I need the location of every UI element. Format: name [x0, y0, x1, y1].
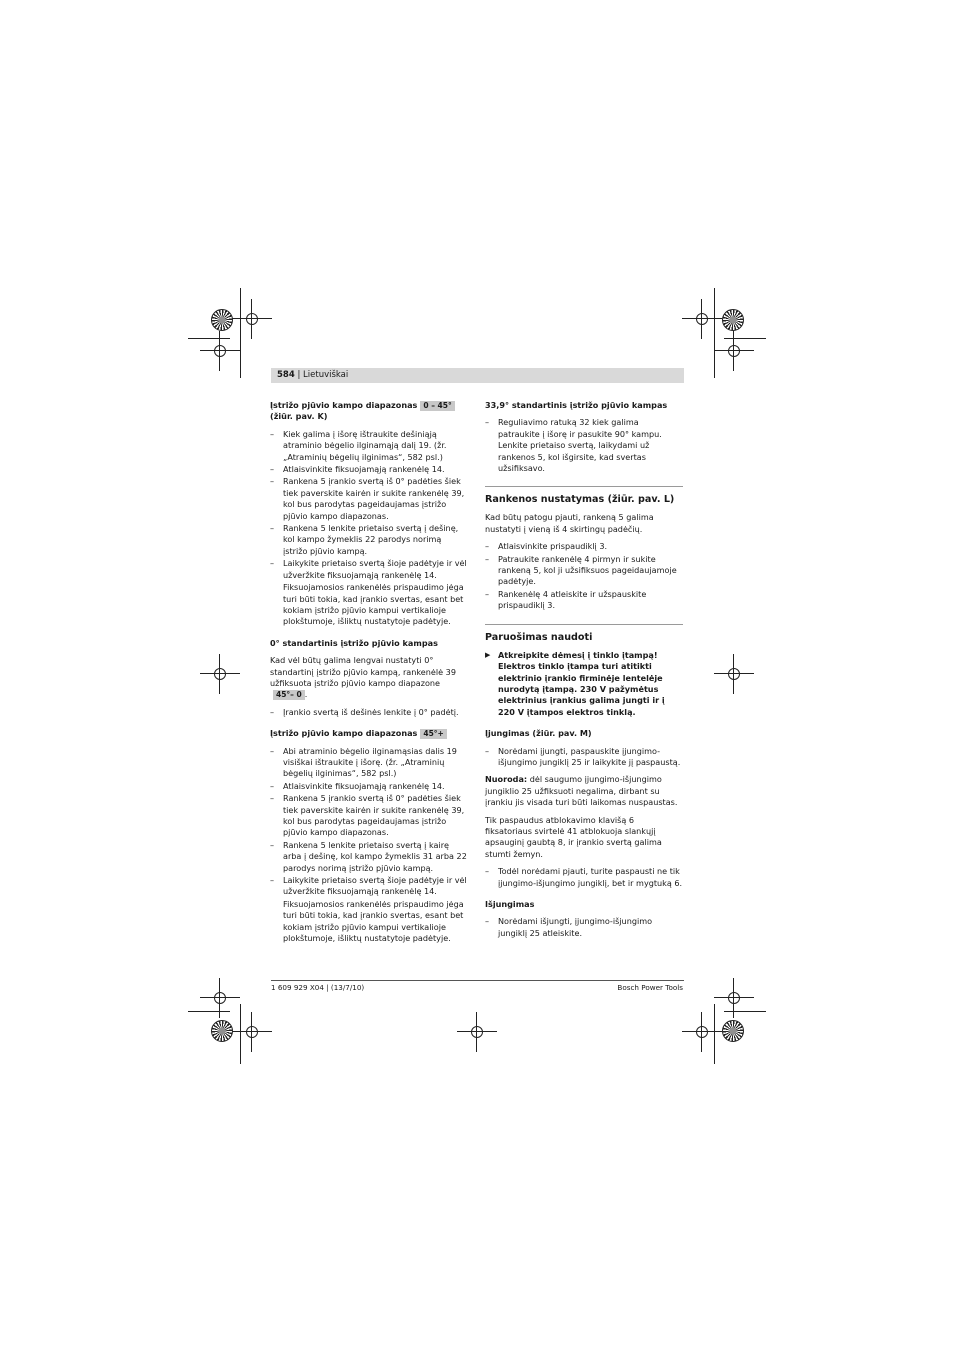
list-item: – Patraukite rankenėlę 4 pirmyn ir sukite rankeną 5, kol ji užsifiksuos pageidaujamoje padėtyje. [485, 554, 683, 588]
registration-star-icon [211, 1020, 233, 1042]
list-item: – Rankena 5 įrankio svertą iš 0° padėties šiek tiek paverskite kairėn ir sukite rankenėlę 39, kol bus parodytas pageidaujamas įstrižo pjūvio kampo diapazonas. [270, 476, 468, 522]
list-item: – Atlaisvinkite prispaudiklį 3. [485, 541, 683, 552]
list-item: – Rankena 5 įrankio svertą iš 0° padėties šiek tiek paverskite kairėn ir sukite rankenėlę 39, kol bus parodytas pageidaujamas įstrižo pjūvio kampo diapazonas. [270, 793, 468, 839]
page-number: 584 [277, 370, 295, 380]
registration-mark-icon [232, 1012, 272, 1052]
note-paragraph: Nuoroda: dėl saugumo įjungimo-išjungimo jungiklio 25 užfiksuoti negalima, dirbant su įrankiu jis visada turi būti laikomas nuspaustas. [485, 774, 678, 808]
list-item: – Abi atraminio bėgelio ilginamąsias dalis 19 visiškai ištraukite į išorę. (žr. „Atraminių bėgelių ilginimas“, 582 psl.) [270, 746, 468, 780]
paragraph: Tik paspaudus atblokavimo klavišą 6 fiksatoriaus svirtelė 41 atblokuoja slankųjį apsauginį gaubtą 8, ir įrankio svertą galima stumti žemyn. [485, 814, 662, 859]
registration-star-icon [722, 1020, 744, 1042]
list-item: – Todėl norėdami pjauti, turite paspausti ne tik įjungimo-išjungimo jungiklį, bet ir mygtuką 6. [485, 866, 683, 889]
footer-divider [271, 980, 684, 981]
section-heading: Įstrižo pjūvio kampo diapazonas 45°+ [270, 728, 468, 739]
list-item: – Laikykite prietaiso svertą šioje padėtyje ir vėl užveržkite fiksuojamąją rankenėlę 14. [270, 558, 468, 581]
instruction-list [485, 916, 683, 939]
registration-mark-icon [714, 331, 754, 371]
section-heading: Įstrižo pjūvio kampo diapazonas 0 – 45° (žiūr. pav. K) [270, 400, 468, 423]
angle-range-badge: 45°– 0 [273, 690, 305, 700]
paragraph: Kad būtų patogu pjauti, rankeną 5 galima nustatyti į vieną iš 4 skirtingų padėčių. [485, 512, 654, 534]
instruction-list [485, 866, 683, 889]
page-header: 584 | Lietuviškai [277, 370, 349, 380]
list-item: – Norėdami išjungti, įjungimo-išjungimo jungiklį 25 atleiskite. [485, 916, 683, 939]
list-note: Fiksuojamosios rankenėlės prispaudimo jėga turi būti tokia, kad įrankio svertas, esant bet kokiam įstrižo pjūvio kampui vertikalioje plokštumoje, išliktų nustatytoje padėtyje. [283, 898, 464, 944]
instruction-list [485, 417, 683, 474]
registration-star-icon [211, 309, 233, 331]
list-item: – Reguliavimo ratuką 32 kiek galima patraukite į išorę ir pasukite 90° kampu. Lenkite prietaiso svertą, laikydami už rankenos 5, kol išgirsite, kad svertas užsifiksavo. [485, 417, 683, 474]
left-column [270, 400, 468, 950]
section-title: Paruošimas naudoti [485, 624, 683, 644]
registration-mark-icon [457, 1012, 497, 1052]
registration-mark-icon [682, 1012, 722, 1052]
section-heading: 0° standartinis įstrižo pjūvio kampas [270, 637, 438, 648]
list-item: – Atlaisvinkite fiksuojamąją rankenėlę 14. [270, 781, 468, 792]
list-item: – Kiek galima į išorę ištraukite dešiniąją atraminio bėgelio ilginamąją dalį 19. (žr. „Atraminių bėgelių ilginimas“, 582 psl.) [270, 429, 468, 463]
list-item: – Norėdami įjungti, paspauskite įjungimo-išjungimo jungiklį 25 ir laikykite jį paspaustą. [485, 746, 683, 769]
section-heading: Įjungimas (žiūr. pav. M) [485, 728, 592, 739]
right-column [485, 400, 683, 945]
brand-footer: Bosch Power Tools [617, 983, 683, 992]
instruction-list [270, 746, 468, 945]
arrow-right-icon: ▶ [485, 650, 491, 659]
list-item: – Laikykite prietaiso svertą šioje padėtyje ir vėl užveržkite fiksuojamąją rankenėlę 14. [270, 875, 468, 898]
instruction-list [485, 746, 683, 769]
registration-star-icon [722, 309, 744, 331]
section-heading: 33,9° standartinis įstrižo pjūvio kampas [485, 400, 668, 410]
warning-note: ▶ Atkreipkite dėmesį į tinklo įtampą! Elektros tinklo įtampa turi atitikti elektrinio įrankio firminėje lentelėje nurodytą įtampą. 230 V pažymėtus elektrinius įrankius galima jungti ir į 220 V įtampos elektros tinklą. [485, 649, 665, 717]
angle-range-badge: 0 – 45° [420, 401, 454, 411]
instruction-list [270, 429, 468, 628]
angle-range-badge: 45°+ [420, 729, 446, 739]
language-label: Lietuviškai [303, 370, 349, 380]
registration-mark-icon [200, 654, 240, 694]
document-code: 1 609 929 X04 | (13/7/10) [271, 983, 365, 992]
registration-mark-icon [200, 331, 240, 371]
list-item: – Rankena 5 lenkite prietaiso svertą į kairę arba į dešinę, kol kampo žymeklis 31 arba 22 parodys norimą įstrižo pjūvio kampą. [270, 840, 468, 874]
list-item: – Įrankio svertą iš dešinės lenkite į 0° padėtį. [270, 707, 468, 718]
list-item: – Rankenėlę 4 atleiskite ir užspauskite prispaudiklį 3. [485, 589, 683, 612]
list-item: – Rankena 5 lenkite prietaiso svertą į dešinę, kol kampo žymeklis 22 parodys norimą įstrižo pjūvio kampą. [270, 523, 468, 557]
list-item: – Atlaisvinkite fiksuojamąją rankenėlę 14. [270, 464, 468, 475]
instruction-list [270, 707, 468, 718]
section-title: Rankenos nustatymas (žiūr. pav. L) [485, 486, 683, 506]
section-heading: Išjungimas [485, 899, 535, 909]
list-note: Fiksuojamosios rankenėlės prispaudimo jėga turi būti tokia, kad įrankio svertas, esant bet kokiam įstrižo pjūvio kampui vertikalioje plokštumoje, išliktų nustatytoje padėtyje. [283, 582, 464, 627]
instruction-list [485, 541, 683, 611]
paragraph: Kad vėl būtų galima lengvai nustatyti 0° standartinį įstrižo pjūvio kampą, rankenėlė 39 užfiksuota įstrižo pjūvio kampo diapazone 45°– 0 . [270, 655, 456, 700]
registration-mark-icon [714, 654, 754, 694]
